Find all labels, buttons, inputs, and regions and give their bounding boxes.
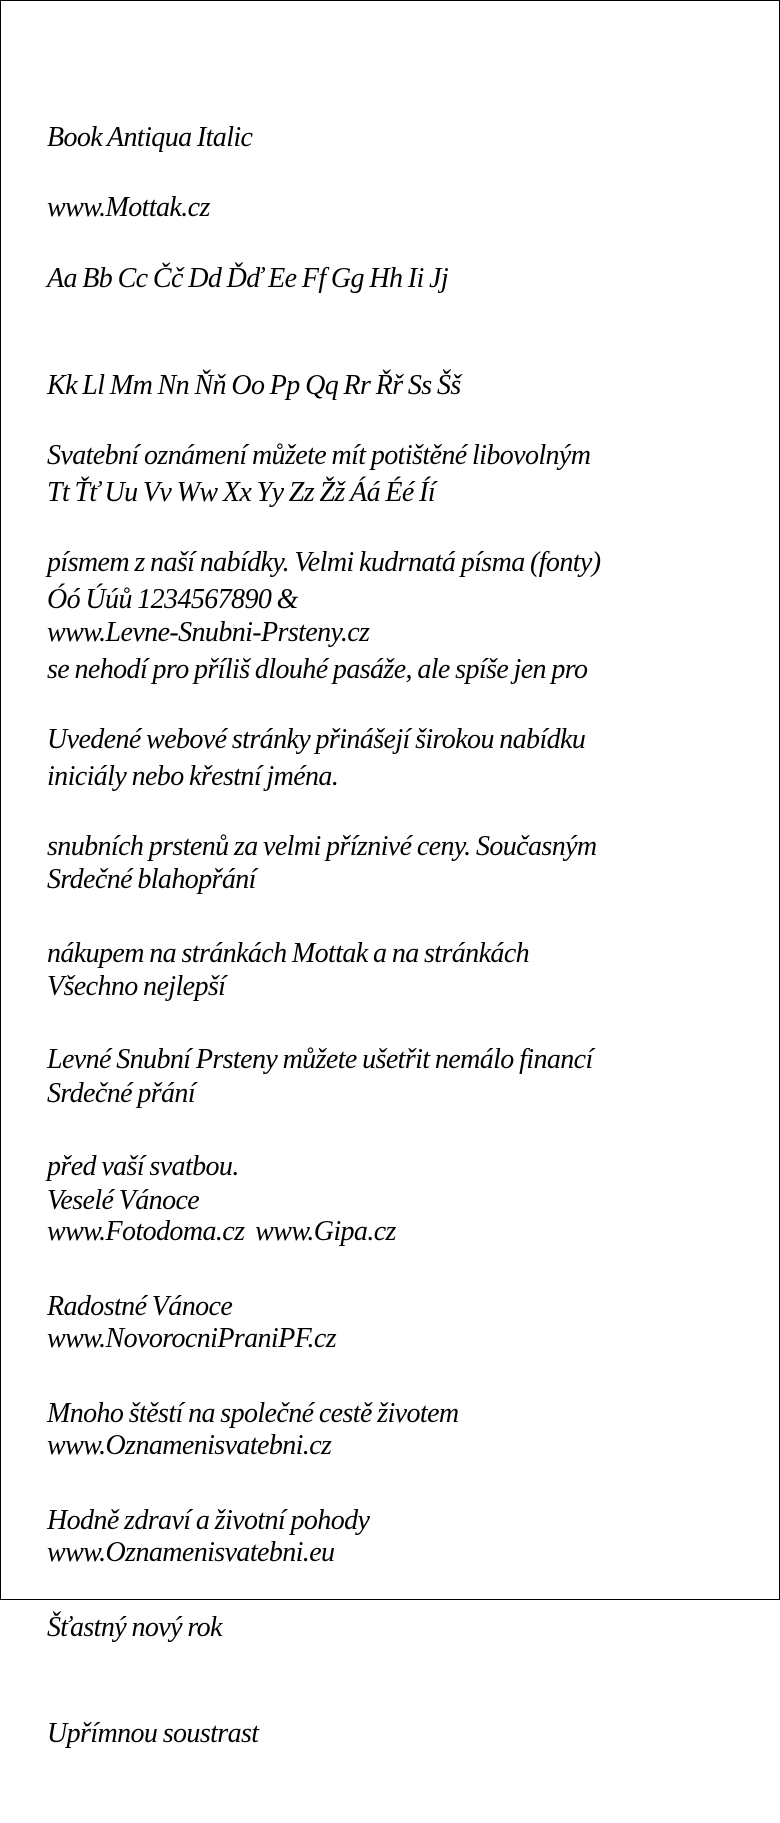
paragraph-line: snubních prstenů za velmi příznivé ceny. Současným (47, 830, 597, 862)
paragraph-line: před vaší svatbou. (47, 1151, 239, 1183)
greeting-item: Šťastný nový rok (47, 1611, 222, 1643)
alphabet-line: Kk Ll Mm Nn Ňň Oo Pp Qq Rr Řř Ss Šš (47, 369, 461, 401)
greeting-item: Mnoho štěstí na společné cestě životem (47, 1398, 459, 1430)
greeting-item: Upřímnou soustrast (47, 1718, 259, 1750)
paragraph-line: písmem z naší nabídky. Velmi kudrnatá písma (fonty) (47, 546, 601, 578)
website-link: www.Oznamenisvatebni.cz (47, 1429, 332, 1461)
website-link: www.NovorocniPraniPF.cz (47, 1322, 337, 1354)
alphabet-line: Tt Ťť Uu Vv Ww Xx Yy Zz Žž Áá Éé Íí (47, 476, 436, 508)
paragraph-line: Uvedené webové stránky přinášejí širokou nabídku (47, 723, 586, 755)
greeting-item: Hodně zdraví a životní pohody (47, 1504, 370, 1536)
greeting-item: Srdečné blahopřání (47, 864, 256, 896)
website-link: www.Fotodoma.cz www.Gipa.cz (47, 1216, 396, 1248)
paragraph-line: www.Levne-Snubni-Prsteny.cz (47, 617, 370, 649)
font-title: Book Antiqua Italic (47, 122, 253, 154)
alphabet-line: Óó Úúů 1234567890 & (47, 583, 298, 615)
paragraph-line: Levné Snubní Prsteny můžete ušetřit nemálo financí (47, 1044, 593, 1076)
links-block (47, 1143, 396, 1641)
greeting-item: Veselé Vánoce (47, 1184, 200, 1216)
greeting-item: Radostné Vánoce (47, 1291, 233, 1323)
site-link: www.Mottak.cz (47, 192, 210, 224)
paragraph-line: iniciály nebo křestní jména. (47, 760, 339, 792)
alphabet-line: Aa Bb Cc Čč Dd Ďď Ee Ff Gg Hh Ii Jj (47, 263, 449, 295)
greeting-item: Všechno nejlepší (47, 970, 226, 1002)
paragraph-line: nákupem na stránkách Mottak a na stránkách (47, 937, 530, 969)
greeting-item: Srdečné přání (47, 1077, 196, 1109)
paragraph-line: se nehodí pro příliš dlouhé pasáže, ale spíše jen pro (47, 653, 588, 685)
website-link: www.Oznamenisvatebni.eu (47, 1536, 335, 1568)
paragraph-line: Svatební oznámení můžete mít potištěné libovolným (47, 440, 591, 472)
